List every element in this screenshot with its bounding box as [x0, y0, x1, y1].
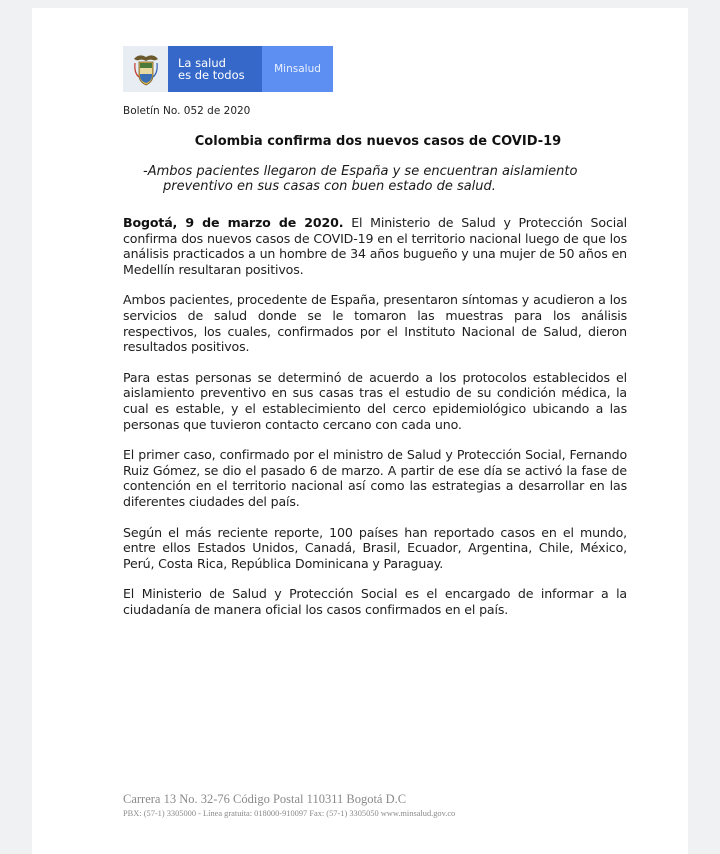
article-body: [123, 215, 627, 632]
page-title: Colombia confirma dos nuevos casos de COVID-19: [194, 134, 562, 149]
footer: [123, 792, 643, 820]
crest-box: [123, 46, 168, 92]
colombia-coat-of-arms-icon: [131, 51, 161, 87]
paragraph-5: Según el más reciente reporte, 100 países han reportado casos en el mundo, entre ellos Estados Unidos, Canadá, Brasil, Ecuador, Argentina, Chile, México, Perú, Costa Rica, República Dominicana y Paraguay.: [123, 524, 627, 571]
subtitle-line-2: preventivo en sus casas con buen estado de salud.: [163, 179, 496, 194]
brand-line-1: La salud: [178, 56, 226, 70]
paragraph-3: Para estas personas se determinó de acuerdo a los protocolos establecidos el aislamiento preventivo en sus casas tras el estudio de su condición médica, la cual es estable, y el establecimiento del cerco epidemiológico ubicando a las personas que tuvieron contacto cercano con cada uno.: [123, 369, 627, 432]
subtitle-line-1: -Ambos pacientes llegaron de España y se encuentran aislamiento: [143, 164, 578, 179]
brand-line-2: es de todos: [178, 68, 245, 82]
dateline: Bogotá, 9 de marzo de 2020.: [123, 215, 344, 230]
bulletin-number: Boletín No. 052 de 2020: [123, 105, 251, 117]
paragraph-4: El primer caso, confirmado por el ministro de Salud y Protección Social, Fernando Ruiz Gómez, se dio el pasado 6 de marzo. A partir de ese día se activó la fase de contención en el territorio nacional así como las estrategias a desarrollar en las diferentes ciudades del país.: [123, 447, 627, 509]
paragraph-1-text: El Ministerio de Salud y Protección Social confirma dos nuevos casos de COVID-19 en el territorio nacional luego de que los análisis practicados a un hombre de 34 años bugueño y una mujer de 50 años en Medellín resultaran positivos.: [123, 215, 627, 277]
paragraph-1: [123, 215, 627, 277]
ministry-name: [262, 46, 333, 92]
footer-contact: PBX: (57-1) 3305000 - Línea gratuita: 018000-910097 Fax: (57-1) 3305050 www.minsalud.gov.co: [123, 809, 456, 818]
document-page: [32, 8, 688, 854]
paragraph-2: Ambos pacientes, procedente de España, presentaron síntomas y acudieron a los servicios de salud donde se le tomaron las muestras para los análisis respectivos, los cuales, confirmados por el Instituto Nacional de Salud, dieron resultados positivos.: [123, 292, 627, 355]
subtitle: [143, 164, 623, 194]
paragraph-6: El Ministerio de Salud y Protección Social es el encargado de informar a la ciudadanía de manera oficial los casos confirmados en el país.: [123, 586, 627, 617]
brand-slogan: [168, 46, 262, 92]
ministry-label: Minsalud: [274, 63, 321, 75]
footer-address: Carrera 13 No. 32-76 Código Postal 110311 Bogotá D.C: [123, 792, 407, 806]
minsalud-logo: [123, 46, 333, 92]
